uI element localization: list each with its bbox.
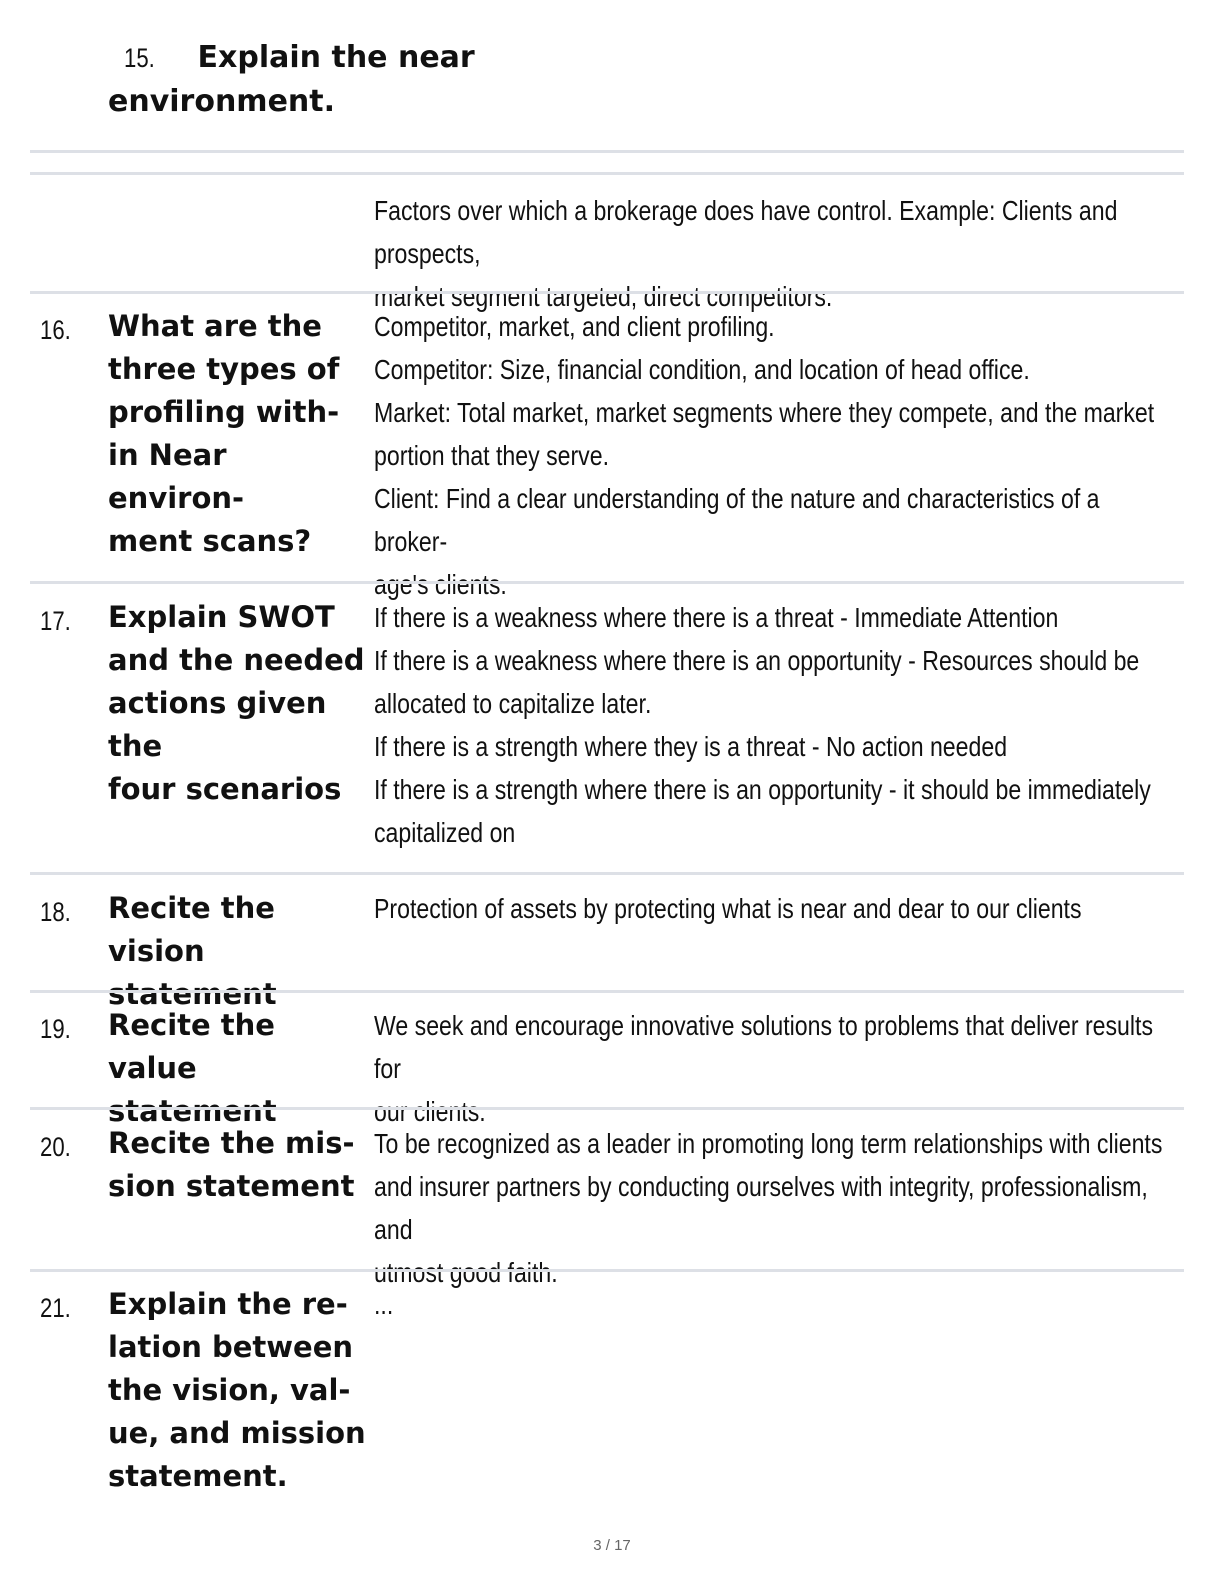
item-question: Recite the value statement xyxy=(108,1008,277,1128)
divider xyxy=(30,1107,1184,1110)
item-question: Recite the vision statement xyxy=(108,891,277,1011)
divider xyxy=(30,172,1184,175)
item-answer: Factors over which a brokerage does have control. Example: Clients and prospects, market segment targeted, direct competitors. xyxy=(374,195,1118,312)
item-answer: To be recognized as a leader in promoting long term relationships with clients and insurer partners by conducting ourselves with integrity, professionalism, and utmost good faith. xyxy=(374,1128,1163,1288)
item-number: 16. xyxy=(40,315,71,345)
item-answer: Competitor, market, and client profiling. Competitor: Size, financial condition, and location of head office. Market: Total market, market segments where they compete, and the market portion that they serve. Client: Find a clear understanding of the nature and characteristics of a broker- age's clients. xyxy=(374,311,1155,600)
item-question: What are the three types of profiling with- in Near environ- ment scans? xyxy=(108,309,340,558)
item-number: 18. xyxy=(40,897,71,927)
item-number: 17. xyxy=(40,606,71,636)
item-number: 20. xyxy=(40,1132,71,1162)
divider xyxy=(30,1269,1184,1272)
divider xyxy=(30,581,1184,584)
item-15-question xyxy=(108,36,528,123)
divider xyxy=(30,872,1184,875)
item-15-question-text: Explain the near environment. xyxy=(108,40,475,119)
item-number: 21. xyxy=(40,1293,71,1323)
item-15-number: 15. xyxy=(124,43,155,73)
page-number: 3 / 17 xyxy=(593,1537,631,1554)
item-question: Recite the mis- sion statement xyxy=(108,1126,355,1203)
divider xyxy=(30,990,1184,993)
item-question: Explain SWOT and the needed actions given the four scenarios xyxy=(108,600,365,806)
divider xyxy=(30,291,1184,294)
item-question: Explain the re- lation between the vision, val- ue, and mission statement. xyxy=(108,1287,366,1493)
item-answer: We seek and encourage innovative solutions to problems that deliver results for our clients. xyxy=(374,1010,1153,1127)
item-answer: ... xyxy=(374,1289,394,1320)
item-answer: If there is a weakness where there is a threat - Immediate Attention If there is a weakness where there is an opportunity - Resources should be allocated to capitalize later. If there is a strength where they is a threat - No action needed If there is a strength where there is an opportunity - it should be immediately capitalized on xyxy=(374,602,1151,848)
divider xyxy=(30,150,1184,153)
item-number: 19. xyxy=(40,1014,71,1044)
item-answer: Protection of assets by protecting what is near and dear to our clients xyxy=(374,893,1082,924)
